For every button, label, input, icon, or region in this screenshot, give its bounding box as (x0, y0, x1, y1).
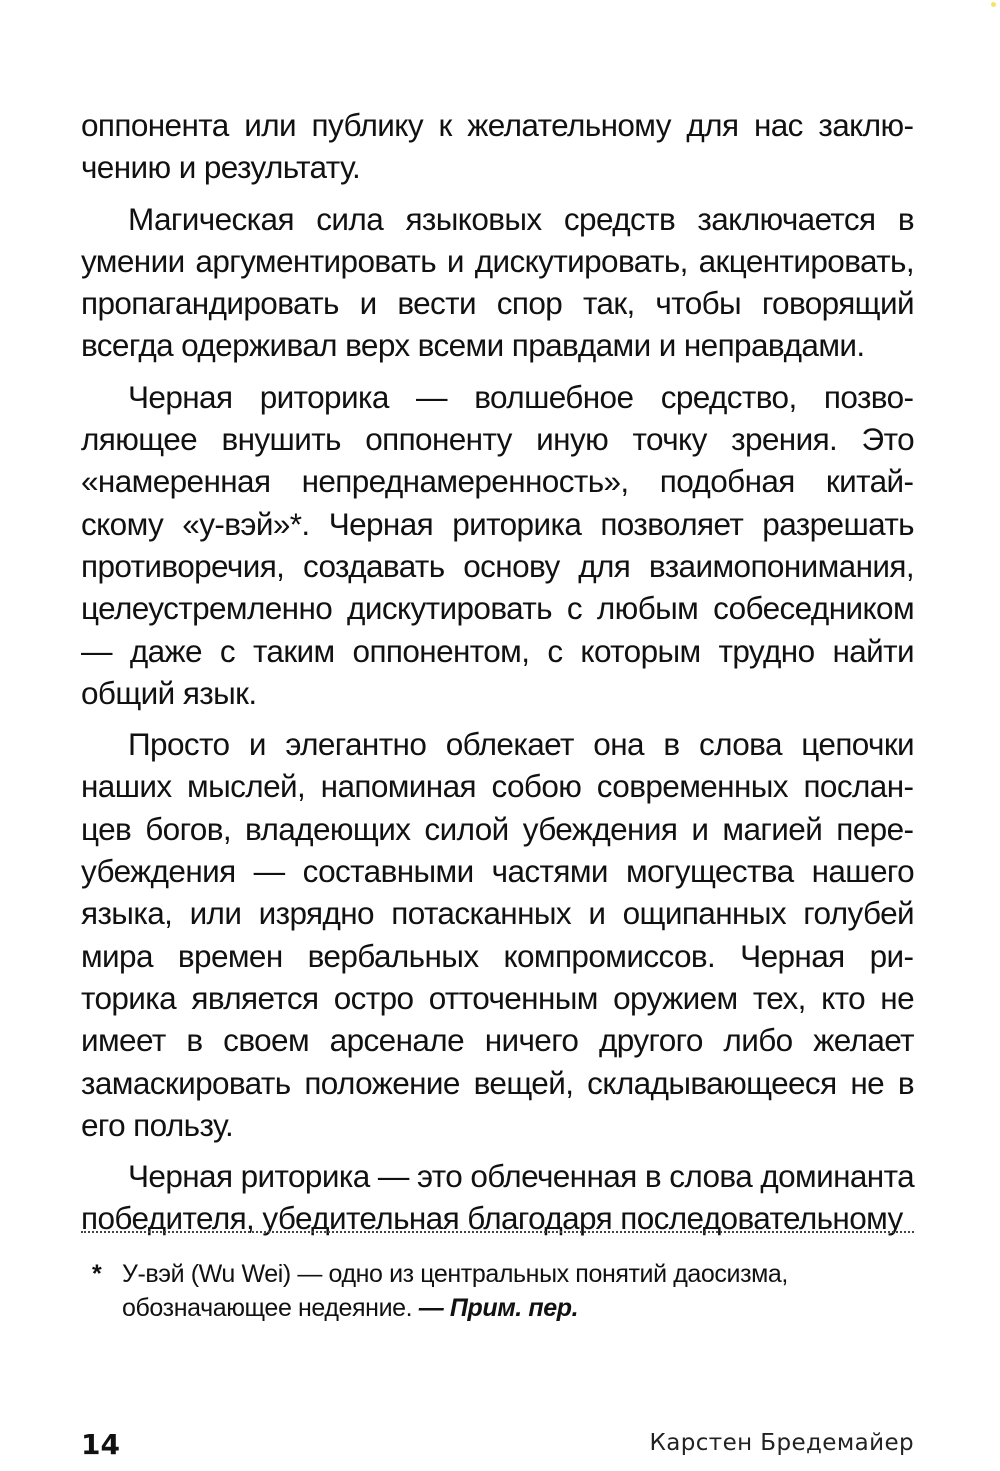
footnote-line-1: У-вэй (Wu Wei) — одно из центральных понятий даосизма, (122, 1260, 788, 1288)
paragraph-5: Черная риторика — это облеченная в слова доминанта победителя, убедительная благодаря последовательному (81, 1158, 914, 1237)
main-text (81, 104, 914, 1249)
page-number: 14 (81, 1428, 120, 1461)
footnote-divider (81, 1231, 914, 1233)
footnote-line-2: обозначающее недеяние. (122, 1294, 419, 1322)
paragraph-4: Просто и элегантно облекает она в слова цепочки наших мыслей, напоминая собою современных посланцев богов, владеющих силой убеждения и магией переубеждения — составными частями могущества нашего языка, или изрядно потасканных и ощипанных голубей мира времен вербальных компромиссов. Черная риторика является остро отточенным оружием тех, кто не имеет в своем арсенале ничего другого либо желает замаскировать положение вещей, складывающееся не в его пользу. (81, 726, 914, 1143)
paragraph-3: Черная риторика — волшебное средство, позволяющее внушить оппоненту иную точку зрения. Это «намеренная непреднамеренность», подобная китайскому «у-вэй»*. Черная риторика позволяет разрешать противоречия, создавать основу для взаимопонимания, целеустремленно дискутировать с любым собеседником — даже с таким оппонентом, с которым трудно найти общий язык. (81, 378, 914, 711)
paragraph-1: оппонента или публику к желательному для нас заключению и результату. (81, 107, 914, 186)
paragraph-2: Магическая сила языковых средств заключается в умении аргументировать и дискутировать, акцентировать, пропагандировать и вести спор так, чтобы говорящий всегда одерживал верх всеми правдами и неправдами. (81, 200, 914, 364)
footnote-marker: * (92, 1260, 102, 1288)
scan-mark (991, 2, 996, 7)
footnote-line-2-wrap (92, 1291, 914, 1325)
author-name: Карстен Бредемайер (649, 1430, 914, 1456)
footnote (92, 1257, 914, 1325)
translator-note: — Прим. пер. (418, 1294, 579, 1322)
page-footer (81, 1430, 914, 1460)
